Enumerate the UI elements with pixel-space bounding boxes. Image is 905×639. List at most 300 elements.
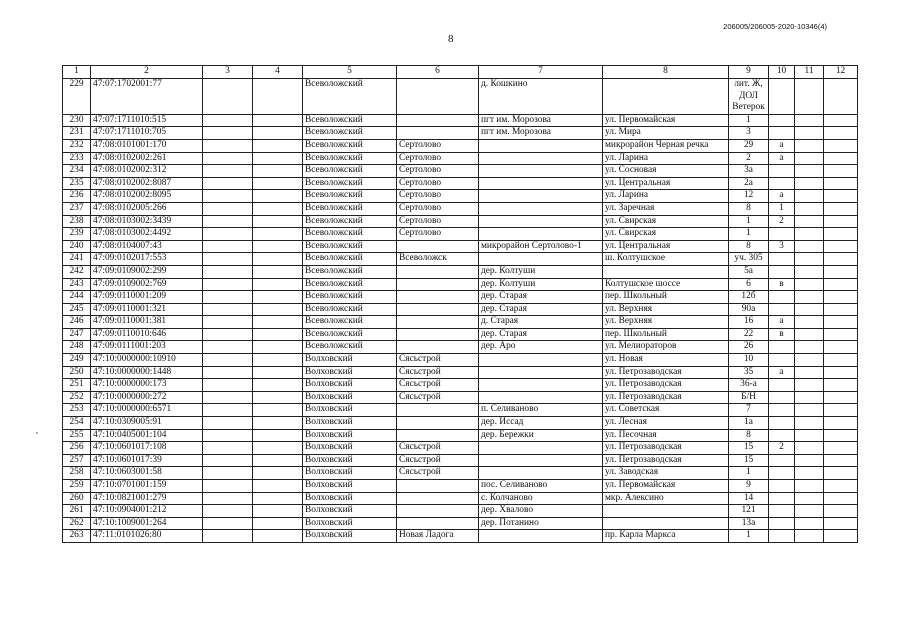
table-cell-col-5: Всеволожский (303, 265, 397, 278)
column-header: 4 (253, 66, 303, 79)
table-cell-col-12 (824, 228, 858, 241)
table-cell-col-11 (795, 530, 824, 543)
table-row (63, 165, 858, 178)
table-cell-col-9: 1 (729, 215, 769, 228)
table-cell-col-2: 47:10:0904001:212 (91, 505, 203, 518)
table-cell-col-8: ул. Центральная (603, 177, 729, 190)
table-cell-col-11 (795, 354, 824, 367)
table-cell-col-4 (253, 517, 303, 530)
table-cell-col-12 (824, 366, 858, 379)
table-cell-col-8: ул. Верхняя (603, 303, 729, 316)
column-header: 3 (203, 66, 253, 79)
table-cell-col-5: Волховский (303, 391, 397, 404)
table-cell-col-6 (397, 316, 479, 329)
table-cell-col-3 (203, 114, 253, 127)
table-cell-col-9: 13а (729, 517, 769, 530)
table-cell-col-1: 249 (63, 354, 91, 367)
table-cell-col-3 (203, 139, 253, 152)
table-cell-col-4 (253, 240, 303, 253)
table-cell-col-12 (824, 517, 858, 530)
table-cell-col-3 (203, 391, 253, 404)
table-cell-col-11 (795, 517, 824, 530)
table-cell-col-6: Сясьстрой (397, 442, 479, 455)
table-cell-col-9: 3а (729, 165, 769, 178)
table-cell-col-11 (795, 79, 824, 115)
table-cell-col-7 (479, 215, 603, 228)
table-cell-col-8: ул. Ларина (603, 152, 729, 165)
table-cell-col-12 (824, 139, 858, 152)
table-cell-col-3 (203, 253, 253, 266)
table-cell-col-2: 47:07:1702001:77 (91, 79, 203, 115)
table-cell-col-2: 47:09:0102017:553 (91, 253, 203, 266)
table-cell-col-7: дер. Хвалово (479, 505, 603, 518)
table-cell-col-2: 47:10:0405001:104 (91, 429, 203, 442)
table-cell-col-11 (795, 341, 824, 354)
table-cell-col-7 (479, 190, 603, 203)
table-cell-col-4 (253, 253, 303, 266)
table-cell-col-10: а (769, 366, 795, 379)
table-row (63, 492, 858, 505)
table-cell-col-4 (253, 404, 303, 417)
table-cell-col-3 (203, 366, 253, 379)
table-cell-col-2: 47:11:0101026:80 (91, 530, 203, 543)
table-cell-col-10 (769, 454, 795, 467)
table-cell-col-6 (397, 341, 479, 354)
table-cell-col-3 (203, 165, 253, 178)
table-cell-col-8: ул. Свирская (603, 215, 729, 228)
table-cell-col-8: Колтушское шоссе (603, 278, 729, 291)
table-cell-col-11 (795, 429, 824, 442)
table-cell-col-2: 47:09:0110001:321 (91, 303, 203, 316)
table-cell-col-3 (203, 316, 253, 329)
table-cell-col-9: уч. 305 (729, 253, 769, 266)
table-row (63, 152, 858, 165)
table-cell-col-3 (203, 202, 253, 215)
table-cell-col-6: Сясьстрой (397, 391, 479, 404)
table-cell-col-12 (824, 152, 858, 165)
table-row (63, 253, 858, 266)
table-row (63, 467, 858, 480)
table-row (63, 530, 858, 543)
table-cell-col-7: дер. Бережки (479, 429, 603, 442)
table-cell-col-10 (769, 530, 795, 543)
table-cell-col-12 (824, 505, 858, 518)
table-cell-col-11 (795, 253, 824, 266)
table-cell-col-8 (603, 79, 729, 115)
table-cell-col-5: Всеволожский (303, 240, 397, 253)
table-cell-col-10 (769, 429, 795, 442)
table-cell-col-8: ул. Первомайская (603, 480, 729, 493)
table-cell-col-3 (203, 303, 253, 316)
table-cell-col-6: Сясьстрой (397, 354, 479, 367)
table-cell-col-9: 9 (729, 480, 769, 493)
table-cell-col-4 (253, 316, 303, 329)
table-cell-col-11 (795, 240, 824, 253)
table-cell-col-11 (795, 165, 824, 178)
table-cell-col-8: ул. Петрозаводская (603, 442, 729, 455)
table-cell-col-11 (795, 366, 824, 379)
table-cell-col-12 (824, 114, 858, 127)
table-cell-col-2: 47:10:0000000:1448 (91, 366, 203, 379)
table-cell-col-4 (253, 127, 303, 140)
table-cell-col-10 (769, 253, 795, 266)
table-cell-col-12 (824, 202, 858, 215)
table-cell-col-12 (824, 253, 858, 266)
table-cell-col-4 (253, 366, 303, 379)
table-cell-col-10 (769, 467, 795, 480)
table-cell-col-6 (397, 240, 479, 253)
table-cell-col-7: с. Колчаново (479, 492, 603, 505)
table-cell-col-6 (397, 328, 479, 341)
table-row (63, 480, 858, 493)
table-cell-col-8: ул. Ларина (603, 190, 729, 203)
page-number: 8 (448, 33, 454, 45)
column-header: 6 (397, 66, 479, 79)
table-cell-col-3 (203, 291, 253, 304)
table-cell-col-7: дер. Старая (479, 291, 603, 304)
table-row (63, 442, 858, 455)
table-cell-col-10 (769, 177, 795, 190)
table-cell-col-1: 233 (63, 152, 91, 165)
table-cell-col-5: Волховский (303, 404, 397, 417)
table-cell-col-6: Сертолово (397, 190, 479, 203)
table-cell-col-9: 26 (729, 341, 769, 354)
table-cell-col-4 (253, 341, 303, 354)
table-cell-col-12 (824, 190, 858, 203)
table-cell-col-12 (824, 127, 858, 140)
table-cell-col-6 (397, 417, 479, 430)
table-cell-col-5: Волховский (303, 442, 397, 455)
table-row (63, 316, 858, 329)
table-cell-col-8: ул. Мелиораторов (603, 341, 729, 354)
table-cell-col-9: 12б (729, 291, 769, 304)
table-cell-col-1: 254 (63, 417, 91, 430)
table-cell-col-5: Всеволожский (303, 228, 397, 241)
column-header: 10 (769, 66, 795, 79)
table-cell-col-9: 6 (729, 278, 769, 291)
table-cell-col-8: пер. Школьный (603, 291, 729, 304)
table-cell-col-3 (203, 404, 253, 417)
table-cell-col-5: Всеволожский (303, 278, 397, 291)
table-cell-col-11 (795, 492, 824, 505)
table-cell-col-10 (769, 127, 795, 140)
table-row (63, 354, 858, 367)
table-cell-col-10: в (769, 328, 795, 341)
table-cell-col-12 (824, 442, 858, 455)
table-cell-col-3 (203, 328, 253, 341)
table-cell-col-11 (795, 278, 824, 291)
table-cell-col-12 (824, 165, 858, 178)
table-cell-col-2: 47:09:0109002:299 (91, 265, 203, 278)
table-cell-col-1: 256 (63, 442, 91, 455)
table-cell-col-11 (795, 454, 824, 467)
table-cell-col-9: лит. Ж, ДОЛ Ветерок (729, 79, 769, 115)
table-cell-col-7 (479, 253, 603, 266)
table-cell-col-4 (253, 228, 303, 241)
table-cell-col-4 (253, 379, 303, 392)
table-cell-col-10: 2 (769, 442, 795, 455)
table-row (63, 127, 858, 140)
table-cell-col-10: а (769, 139, 795, 152)
table-cell-col-11 (795, 505, 824, 518)
table-cell-col-10: а (769, 316, 795, 329)
scan-dot (36, 432, 38, 434)
table-cell-col-8 (603, 505, 729, 518)
table-cell-col-11 (795, 202, 824, 215)
table-cell-col-6: Сертолово (397, 139, 479, 152)
table-cell-col-2: 47:09:0110010:646 (91, 328, 203, 341)
table-cell-col-8: ул. Советская (603, 404, 729, 417)
table-cell-col-9: 2 (729, 152, 769, 165)
table-cell-col-9: 5а (729, 265, 769, 278)
table-cell-col-7 (479, 165, 603, 178)
table-cell-col-3 (203, 190, 253, 203)
table-cell-col-9: 3 (729, 127, 769, 140)
table-cell-col-10 (769, 165, 795, 178)
table-cell-col-6 (397, 79, 479, 115)
table-cell-col-5: Волховский (303, 354, 397, 367)
table-row (63, 278, 858, 291)
table-cell-col-1: 255 (63, 429, 91, 442)
table-cell-col-12 (824, 429, 858, 442)
table-cell-col-4 (253, 202, 303, 215)
table-cell-col-9: 90а (729, 303, 769, 316)
column-header: 8 (603, 66, 729, 79)
table-cell-col-1: 243 (63, 278, 91, 291)
table-cell-col-12 (824, 530, 858, 543)
table-cell-col-9: 12 (729, 190, 769, 203)
table-cell-col-7 (479, 152, 603, 165)
table-cell-col-10 (769, 404, 795, 417)
table-cell-col-3 (203, 442, 253, 455)
table-cell-col-8: ул. Свирская (603, 228, 729, 241)
table-cell-col-7: микрорайон Сертолово-1 (479, 240, 603, 253)
table-row (63, 517, 858, 530)
table-cell-col-12 (824, 454, 858, 467)
table-cell-col-12 (824, 417, 858, 430)
table-cell-col-12 (824, 278, 858, 291)
table-cell-col-11 (795, 190, 824, 203)
table-row (63, 341, 858, 354)
table-cell-col-3 (203, 454, 253, 467)
table-cell-col-11 (795, 379, 824, 392)
table-cell-col-7: дер. Колтуши (479, 278, 603, 291)
table-cell-col-10: а (769, 190, 795, 203)
table-cell-col-11 (795, 316, 824, 329)
table-cell-col-9: 8 (729, 202, 769, 215)
table-cell-col-12 (824, 291, 858, 304)
table-cell-col-1: 244 (63, 291, 91, 304)
table-cell-col-3 (203, 492, 253, 505)
table-cell-col-8: ул. Петрозаводская (603, 454, 729, 467)
table-cell-col-5: Волховский (303, 467, 397, 480)
table-cell-col-2: 47:09:0109002:769 (91, 278, 203, 291)
table-row (63, 379, 858, 392)
table-cell-col-4 (253, 177, 303, 190)
table-cell-col-1: 241 (63, 253, 91, 266)
table-cell-col-4 (253, 429, 303, 442)
table-cell-col-2: 47:08:0103002:3439 (91, 215, 203, 228)
table-cell-col-1: 235 (63, 177, 91, 190)
table-row (63, 291, 858, 304)
table-cell-col-4 (253, 303, 303, 316)
table-cell-col-1: 253 (63, 404, 91, 417)
table-cell-col-5: Всеволожский (303, 328, 397, 341)
table-cell-col-10 (769, 303, 795, 316)
table-cell-col-9: 36-а (729, 379, 769, 392)
column-header: 11 (795, 66, 824, 79)
table-cell-col-2: 47:10:0701001:159 (91, 480, 203, 493)
table-cell-col-4 (253, 417, 303, 430)
table-cell-col-2: 47:08:0102002:8087 (91, 177, 203, 190)
table-cell-col-10 (769, 291, 795, 304)
table-cell-col-1: 252 (63, 391, 91, 404)
table-cell-col-9: 8 (729, 429, 769, 442)
table-body (63, 79, 858, 543)
table-cell-col-7 (479, 467, 603, 480)
table-cell-col-10 (769, 354, 795, 367)
table-cell-col-7: пос. Селиваново (479, 480, 603, 493)
table-cell-col-4 (253, 165, 303, 178)
table-cell-col-9: 1 (729, 228, 769, 241)
document-code: 206005/206005-2020-10346(4) (723, 22, 827, 31)
table-row (63, 429, 858, 442)
table-cell-col-5: Волховский (303, 379, 397, 392)
table-cell-col-5: Всеволожский (303, 303, 397, 316)
table-row (63, 139, 858, 152)
table-cell-col-8: ул. Песочная (603, 429, 729, 442)
table-cell-col-12 (824, 467, 858, 480)
table-cell-col-7: дер. Аро (479, 341, 603, 354)
column-header: 12 (824, 66, 858, 79)
table-cell-col-1: 245 (63, 303, 91, 316)
table-cell-col-8: мкр. Алексино (603, 492, 729, 505)
table-cell-col-7: пгт им. Морозова (479, 114, 603, 127)
table-cell-col-6 (397, 114, 479, 127)
table-row (63, 228, 858, 241)
column-header: 7 (479, 66, 603, 79)
table-cell-col-2: 47:08:0102002:261 (91, 152, 203, 165)
table-cell-col-10 (769, 228, 795, 241)
table-cell-col-4 (253, 152, 303, 165)
table-cell-col-2: 47:10:1009001:264 (91, 517, 203, 530)
table-cell-col-6: Сертолово (397, 202, 479, 215)
table-cell-col-6 (397, 127, 479, 140)
table-cell-col-7 (479, 454, 603, 467)
table-cell-col-2: 47:10:0601017:108 (91, 442, 203, 455)
table-cell-col-5: Волховский (303, 492, 397, 505)
table-cell-col-8: пер. Школьный (603, 328, 729, 341)
table-row (63, 177, 858, 190)
table-cell-col-5: Волховский (303, 366, 397, 379)
table-cell-col-2: 47:07:1711010:515 (91, 114, 203, 127)
table-cell-col-1: 251 (63, 379, 91, 392)
table-row (63, 404, 858, 417)
table-cell-col-4 (253, 530, 303, 543)
table-cell-col-10: 1 (769, 202, 795, 215)
table-cell-col-9: 14 (729, 492, 769, 505)
table-cell-col-5: Всеволожский (303, 253, 397, 266)
table-cell-col-5: Волховский (303, 530, 397, 543)
table-row (63, 454, 858, 467)
table-cell-col-5: Всеволожский (303, 79, 397, 115)
table-cell-col-8: ул. Верхняя (603, 316, 729, 329)
table-cell-col-6 (397, 291, 479, 304)
table-cell-col-9: 15 (729, 454, 769, 467)
table-cell-col-7: д. Старая (479, 316, 603, 329)
table-cell-col-5: Всеволожский (303, 190, 397, 203)
table-cell-col-7 (479, 177, 603, 190)
table-cell-col-4 (253, 265, 303, 278)
table-cell-col-1: 263 (63, 530, 91, 543)
table-cell-col-8: ул. Центральная (603, 240, 729, 253)
table-cell-col-12 (824, 480, 858, 493)
table-cell-col-4 (253, 467, 303, 480)
table-row (63, 303, 858, 316)
table-cell-col-11 (795, 442, 824, 455)
table-cell-col-12 (824, 341, 858, 354)
table-cell-col-7: дер. Потанино (479, 517, 603, 530)
table-cell-col-2: 47:10:0000000:6571 (91, 404, 203, 417)
table-cell-col-8: ул. Новая (603, 354, 729, 367)
table-cell-col-3 (203, 240, 253, 253)
table-cell-col-11 (795, 417, 824, 430)
table-cell-col-7 (479, 379, 603, 392)
table-cell-col-10 (769, 517, 795, 530)
table-cell-col-9: 1 (729, 530, 769, 543)
table-cell-col-6 (397, 505, 479, 518)
table-cell-col-2: 47:08:0102002:312 (91, 165, 203, 178)
table-cell-col-10 (769, 79, 795, 115)
table-cell-col-10 (769, 265, 795, 278)
table-cell-col-10 (769, 391, 795, 404)
table-cell-col-6: Сясьстрой (397, 379, 479, 392)
table-cell-col-4 (253, 139, 303, 152)
table-cell-col-11 (795, 177, 824, 190)
column-header: 9 (729, 66, 769, 79)
table-cell-col-2: 47:07:1711010:705 (91, 127, 203, 140)
table-cell-col-12 (824, 79, 858, 115)
table-cell-col-3 (203, 177, 253, 190)
table-cell-col-2: 47:08:0101001:170 (91, 139, 203, 152)
table-cell-col-11 (795, 303, 824, 316)
table-cell-col-12 (824, 404, 858, 417)
table-cell-col-11 (795, 228, 824, 241)
table-cell-col-12 (824, 391, 858, 404)
table-cell-col-6 (397, 429, 479, 442)
table-cell-col-7 (479, 202, 603, 215)
table-cell-col-3 (203, 79, 253, 115)
table-cell-col-2: 47:10:0000000:173 (91, 379, 203, 392)
table-cell-col-4 (253, 79, 303, 115)
table-cell-col-9: 1 (729, 467, 769, 480)
table-cell-col-11 (795, 152, 824, 165)
table-cell-col-3 (203, 341, 253, 354)
table-cell-col-2: 47:08:0104007:43 (91, 240, 203, 253)
table-cell-col-8: ул. Заречная (603, 202, 729, 215)
table-cell-col-1: 262 (63, 517, 91, 530)
table-cell-col-11 (795, 114, 824, 127)
table-cell-col-4 (253, 278, 303, 291)
table-cell-col-5: Волховский (303, 517, 397, 530)
table-cell-col-8: ул. Петрозаводская (603, 391, 729, 404)
table-cell-col-6: Новая Ладога (397, 530, 479, 543)
table-cell-col-3 (203, 517, 253, 530)
table-cell-col-8: ул. Лесная (603, 417, 729, 430)
table-cell-col-2: 47:08:0103002:4492 (91, 228, 203, 241)
table-cell-col-5: Всеволожский (303, 215, 397, 228)
table-cell-col-3 (203, 152, 253, 165)
